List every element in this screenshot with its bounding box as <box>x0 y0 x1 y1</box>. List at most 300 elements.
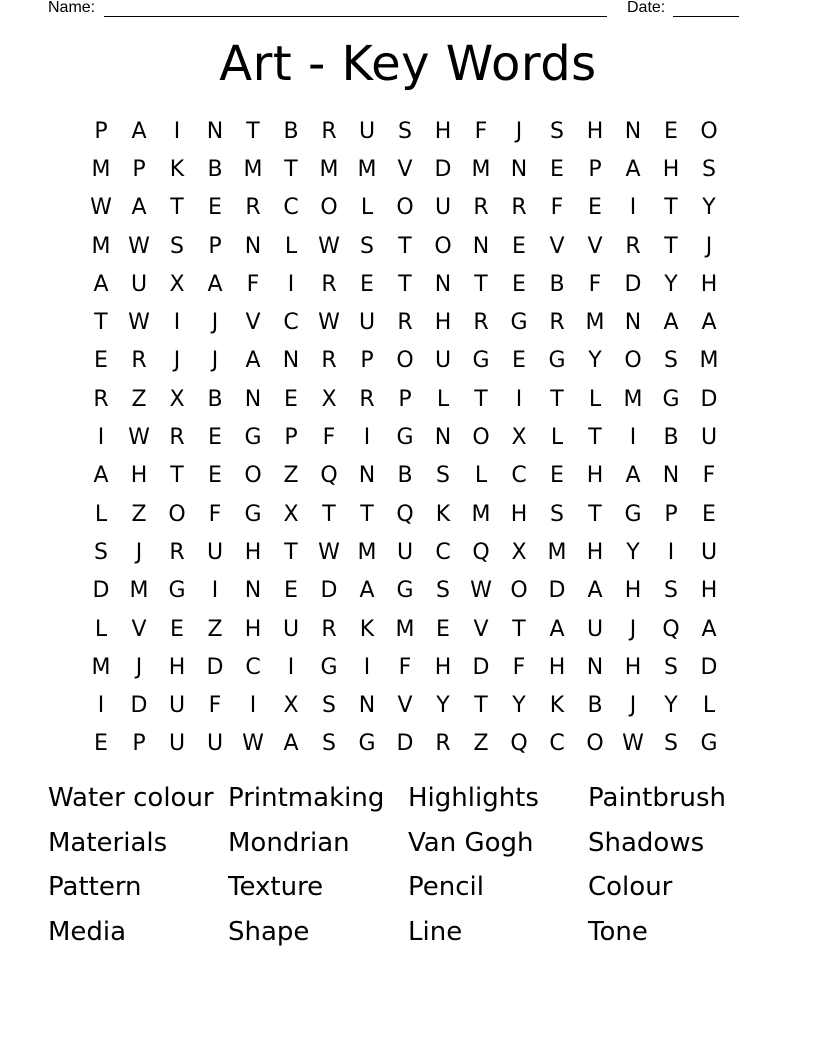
grid-letter[interactable]: I <box>629 195 637 221</box>
grid-letter[interactable]: O <box>700 118 718 144</box>
grid-letter[interactable]: M <box>395 616 415 642</box>
grid-letter[interactable]: S <box>360 233 374 259</box>
grid-letter[interactable]: T <box>512 616 526 642</box>
grid-letter[interactable]: E <box>702 501 716 527</box>
grid-letter[interactable]: M <box>319 156 339 182</box>
grid-letter[interactable]: C <box>549 731 565 757</box>
grid-letter[interactable]: B <box>207 386 223 412</box>
grid-letter[interactable]: U <box>586 616 604 642</box>
grid-letter[interactable]: P <box>208 233 222 259</box>
grid-letter[interactable]: E <box>512 233 526 259</box>
grid-letter[interactable]: B <box>587 693 603 719</box>
grid-letter[interactable]: S <box>550 501 564 527</box>
grid-letter[interactable]: M <box>471 156 491 182</box>
grid-letter[interactable]: G <box>244 425 262 451</box>
grid-letter[interactable]: Q <box>510 731 528 757</box>
grid-letter[interactable]: S <box>322 693 336 719</box>
grid-letter[interactable]: U <box>282 616 300 642</box>
grid-letter[interactable]: S <box>550 118 564 144</box>
grid-letter[interactable]: T <box>474 271 488 297</box>
grid-letter[interactable]: U <box>358 310 376 336</box>
grid-letter[interactable]: D <box>320 578 338 604</box>
grid-letter[interactable]: R <box>169 539 185 565</box>
grid-letter[interactable]: L <box>436 386 450 412</box>
grid-letter[interactable]: E <box>550 156 564 182</box>
grid-letter[interactable]: S <box>664 348 678 374</box>
grid-letter[interactable]: I <box>173 118 181 144</box>
grid-letter[interactable]: P <box>94 118 108 144</box>
grid-letter[interactable]: V <box>587 233 603 259</box>
grid-letter[interactable]: E <box>94 731 108 757</box>
grid-letter[interactable]: L <box>360 195 374 221</box>
grid-letter[interactable]: I <box>97 693 105 719</box>
grid-letter[interactable]: Y <box>588 348 602 374</box>
grid-letter[interactable]: I <box>173 310 181 336</box>
grid-letter[interactable]: N <box>586 654 604 680</box>
grid-letter[interactable]: X <box>321 386 337 412</box>
grid-letter[interactable]: E <box>664 118 678 144</box>
grid-letter[interactable]: W <box>318 310 340 336</box>
grid-letter[interactable]: M <box>623 386 643 412</box>
grid-letter[interactable]: U <box>700 539 718 565</box>
grid-letter[interactable]: F <box>246 271 260 297</box>
grid-letter[interactable]: M <box>91 233 111 259</box>
grid-letter[interactable]: S <box>398 118 412 144</box>
word-list-item: Texture <box>228 872 324 903</box>
grid-letter[interactable]: A <box>93 463 109 489</box>
grid-letter[interactable]: S <box>664 654 678 680</box>
grid-letter[interactable]: R <box>625 233 641 259</box>
grid-letter[interactable]: D <box>700 386 718 412</box>
grid-letter[interactable]: Q <box>396 501 414 527</box>
grid-letter[interactable]: H <box>244 616 262 642</box>
date-blank-line[interactable] <box>673 16 739 17</box>
grid-letter[interactable]: M <box>91 654 111 680</box>
grid-letter[interactable]: M <box>129 578 149 604</box>
grid-letter[interactable]: T <box>474 693 488 719</box>
grid-letter[interactable]: U <box>130 271 148 297</box>
grid-letter[interactable]: J <box>705 233 713 259</box>
grid-letter[interactable]: G <box>244 501 262 527</box>
grid-letter[interactable]: P <box>132 156 146 182</box>
grid-letter[interactable]: W <box>318 539 340 565</box>
grid-letter[interactable]: P <box>284 425 298 451</box>
grid-letter[interactable]: B <box>663 425 679 451</box>
grid-letter[interactable]: Y <box>512 693 526 719</box>
grid-letter[interactable]: B <box>549 271 565 297</box>
grid-letter[interactable]: G <box>472 348 490 374</box>
grid-letter[interactable]: G <box>358 731 376 757</box>
grid-letter[interactable]: E <box>284 386 298 412</box>
grid-letter[interactable]: E <box>550 463 564 489</box>
grid-letter[interactable]: O <box>320 195 338 221</box>
grid-letter[interactable]: C <box>511 463 527 489</box>
grid-letter[interactable]: D <box>130 693 148 719</box>
grid-letter[interactable]: N <box>662 463 680 489</box>
grid-letter[interactable]: C <box>245 654 261 680</box>
grid-letter[interactable]: N <box>282 348 300 374</box>
grid-letter[interactable]: X <box>283 501 299 527</box>
grid-letter[interactable]: Z <box>283 463 299 489</box>
grid-letter[interactable]: P <box>398 386 412 412</box>
grid-letter[interactable]: G <box>700 731 718 757</box>
grid-letter[interactable]: R <box>321 271 337 297</box>
grid-letter[interactable]: N <box>206 118 224 144</box>
grid-letter[interactable]: R <box>169 425 185 451</box>
grid-letter[interactable]: H <box>434 654 452 680</box>
grid-letter[interactable]: P <box>360 348 374 374</box>
grid-letter[interactable]: Y <box>664 271 678 297</box>
grid-letter[interactable]: N <box>358 463 376 489</box>
grid-letter[interactable]: T <box>398 233 412 259</box>
grid-letter[interactable]: P <box>664 501 678 527</box>
grid-letter[interactable]: V <box>397 693 413 719</box>
grid-letter[interactable]: L <box>550 425 564 451</box>
grid-letter[interactable]: J <box>515 118 523 144</box>
grid-letter[interactable]: N <box>358 693 376 719</box>
grid-letter[interactable]: M <box>91 156 111 182</box>
grid-letter[interactable]: G <box>396 425 414 451</box>
grid-letter[interactable]: L <box>588 386 602 412</box>
grid-letter[interactable]: H <box>700 271 718 297</box>
grid-letter[interactable]: J <box>629 693 637 719</box>
word-list-item: Pencil <box>408 872 484 903</box>
grid-letter[interactable]: O <box>510 578 528 604</box>
grid-letter[interactable]: Z <box>207 616 223 642</box>
grid-letter[interactable]: K <box>359 616 375 642</box>
grid-letter[interactable]: E <box>588 195 602 221</box>
grid-letter[interactable]: O <box>396 348 414 374</box>
grid-letter[interactable]: M <box>471 501 491 527</box>
grid-letter[interactable]: U <box>434 195 452 221</box>
grid-letter[interactable]: W <box>128 425 150 451</box>
grid-letter[interactable]: R <box>245 195 261 221</box>
grid-letter[interactable]: O <box>168 501 186 527</box>
grid-letter[interactable]: S <box>664 578 678 604</box>
grid-letter[interactable]: H <box>586 463 604 489</box>
grid-letter[interactable]: E <box>512 271 526 297</box>
grid-letter[interactable]: W <box>318 233 340 259</box>
grid-letter[interactable]: R <box>549 310 565 336</box>
grid-letter[interactable]: D <box>434 156 452 182</box>
grid-letter[interactable]: F <box>398 654 412 680</box>
grid-letter[interactable]: K <box>549 693 565 719</box>
grid-letter[interactable]: H <box>434 310 452 336</box>
grid-letter[interactable]: T <box>170 463 184 489</box>
grid-letter[interactable]: R <box>359 386 375 412</box>
grid-letter[interactable]: T <box>664 195 678 221</box>
grid-letter[interactable]: M <box>585 310 605 336</box>
grid-letter[interactable]: I <box>249 693 257 719</box>
grid-letter[interactable]: L <box>94 616 108 642</box>
grid-letter[interactable]: D <box>206 654 224 680</box>
grid-letter[interactable]: Q <box>662 616 680 642</box>
grid-letter[interactable]: N <box>624 118 642 144</box>
grid-letter[interactable]: R <box>93 386 109 412</box>
grid-letter[interactable]: V <box>549 233 565 259</box>
grid-letter[interactable]: F <box>208 501 222 527</box>
grid-letter[interactable]: L <box>284 233 298 259</box>
grid-letter[interactable]: P <box>588 156 602 182</box>
grid-letter[interactable]: M <box>699 348 719 374</box>
grid-letter[interactable]: T <box>322 501 336 527</box>
grid-letter[interactable]: X <box>511 425 527 451</box>
word-list-item: Tone <box>588 917 648 948</box>
grid-letter[interactable]: F <box>512 654 526 680</box>
grid-letter[interactable]: H <box>130 463 148 489</box>
grid-letter[interactable]: T <box>284 156 298 182</box>
grid-letter[interactable]: R <box>473 310 489 336</box>
grid-letter[interactable]: H <box>244 539 262 565</box>
grid-letter[interactable]: R <box>321 616 337 642</box>
grid-letter[interactable]: S <box>436 463 450 489</box>
grid-letter[interactable]: X <box>283 693 299 719</box>
grid-letter[interactable]: A <box>701 310 717 336</box>
grid-letter[interactable]: V <box>473 616 489 642</box>
grid-letter[interactable]: H <box>662 156 680 182</box>
grid-letter[interactable]: H <box>700 578 718 604</box>
date-label: Date: <box>627 0 666 16</box>
grid-letter[interactable]: A <box>701 616 717 642</box>
grid-letter[interactable]: W <box>242 731 264 757</box>
grid-letter[interactable]: O <box>472 425 490 451</box>
grid-letter[interactable]: T <box>398 271 412 297</box>
grid-letter[interactable]: F <box>474 118 488 144</box>
grid-letter[interactable]: A <box>207 271 223 297</box>
grid-letter[interactable]: E <box>208 463 222 489</box>
grid-letter[interactable]: B <box>397 463 413 489</box>
grid-letter[interactable]: U <box>396 539 414 565</box>
grid-letter[interactable]: T <box>588 501 602 527</box>
grid-letter[interactable]: E <box>436 616 450 642</box>
grid-letter[interactable]: H <box>548 654 566 680</box>
grid-letter[interactable]: Z <box>131 386 147 412</box>
word-list-item: Highlights <box>408 783 539 813</box>
grid-letter[interactable]: X <box>169 271 185 297</box>
grid-letter[interactable]: R <box>321 118 337 144</box>
grid-letter[interactable]: N <box>244 578 262 604</box>
grid-letter[interactable]: D <box>700 654 718 680</box>
grid-letter[interactable]: G <box>510 310 528 336</box>
name-blank-line[interactable] <box>104 16 607 17</box>
grid-letter[interactable]: U <box>358 118 376 144</box>
grid-letter[interactable]: R <box>473 195 489 221</box>
grid-letter[interactable]: T <box>664 233 678 259</box>
grid-letter[interactable]: A <box>549 616 565 642</box>
word-list-item: Printmaking <box>228 783 385 813</box>
grid-letter[interactable]: J <box>629 616 637 642</box>
grid-letter[interactable]: C <box>283 195 299 221</box>
grid-letter[interactable]: H <box>434 118 452 144</box>
grid-letter[interactable]: M <box>243 156 263 182</box>
grid-letter[interactable]: U <box>700 425 718 451</box>
grid-letter[interactable]: F <box>208 693 222 719</box>
grid-letter[interactable]: O <box>624 348 642 374</box>
grid-letter[interactable]: A <box>93 271 109 297</box>
grid-letter[interactable]: K <box>169 156 185 182</box>
grid-letter[interactable]: J <box>135 539 143 565</box>
grid-letter[interactable]: D <box>92 578 110 604</box>
grid-letter[interactable]: E <box>94 348 108 374</box>
grid-letter[interactable]: I <box>287 271 295 297</box>
grid-letter[interactable]: N <box>244 233 262 259</box>
grid-letter[interactable]: E <box>284 578 298 604</box>
grid-letter[interactable]: I <box>97 425 105 451</box>
grid-letter[interactable]: R <box>435 731 451 757</box>
grid-letter[interactable]: A <box>625 156 641 182</box>
grid-letter[interactable]: A <box>359 578 375 604</box>
grid-letter[interactable]: Y <box>436 693 450 719</box>
grid-letter[interactable]: A <box>587 578 603 604</box>
grid-letter[interactable]: J <box>135 654 143 680</box>
grid-letter[interactable]: P <box>132 731 146 757</box>
grid-letter[interactable]: R <box>397 310 413 336</box>
grid-letter[interactable]: H <box>586 539 604 565</box>
grid-letter[interactable]: H <box>624 578 642 604</box>
grid-letter[interactable]: C <box>283 310 299 336</box>
grid-letter[interactable]: R <box>511 195 527 221</box>
grid-letter[interactable]: U <box>168 693 186 719</box>
grid-letter[interactable]: D <box>624 271 642 297</box>
grid-letter[interactable]: D <box>472 654 490 680</box>
grid-letter[interactable]: G <box>168 578 186 604</box>
grid-letter[interactable]: F <box>702 463 716 489</box>
grid-letter[interactable]: I <box>211 578 219 604</box>
grid-letter[interactable]: Z <box>473 731 489 757</box>
grid-letter[interactable]: E <box>512 348 526 374</box>
grid-letter[interactable]: C <box>435 539 451 565</box>
worksheet-header <box>0 0 816 20</box>
grid-letter[interactable]: T <box>284 539 298 565</box>
grid-letter[interactable]: E <box>170 616 184 642</box>
grid-letter[interactable]: Y <box>664 693 678 719</box>
grid-letter[interactable]: A <box>131 118 147 144</box>
grid-letter[interactable]: I <box>287 654 295 680</box>
grid-letter[interactable]: H <box>168 654 186 680</box>
grid-letter[interactable]: L <box>94 501 108 527</box>
grid-letter[interactable]: U <box>206 731 224 757</box>
grid-letter[interactable]: I <box>667 539 675 565</box>
grid-letter[interactable]: G <box>320 654 338 680</box>
grid-letter[interactable]: T <box>246 118 260 144</box>
grid-letter[interactable]: B <box>283 118 299 144</box>
grid-letter[interactable]: I <box>363 654 371 680</box>
grid-letter[interactable]: N <box>624 310 642 336</box>
grid-letter[interactable]: W <box>90 195 112 221</box>
grid-letter[interactable]: T <box>474 386 488 412</box>
grid-letter[interactable]: N <box>434 425 452 451</box>
grid-letter[interactable]: K <box>435 501 451 527</box>
grid-letter[interactable]: S <box>702 156 716 182</box>
grid-letter[interactable]: V <box>131 616 147 642</box>
grid-letter[interactable]: F <box>550 195 564 221</box>
grid-letter[interactable]: B <box>207 156 223 182</box>
grid-letter[interactable]: G <box>396 578 414 604</box>
grid-letter[interactable]: U <box>206 539 224 565</box>
grid-letter[interactable]: L <box>702 693 716 719</box>
grid-letter[interactable]: T <box>94 310 108 336</box>
grid-letter[interactable]: S <box>94 539 108 565</box>
grid-letter[interactable]: H <box>586 118 604 144</box>
grid-letter[interactable]: R <box>131 348 147 374</box>
grid-letter[interactable]: N <box>472 233 490 259</box>
grid-letter[interactable]: F <box>588 271 602 297</box>
grid-letter[interactable]: J <box>211 348 219 374</box>
grid-letter[interactable]: M <box>357 156 377 182</box>
grid-letter[interactable]: E <box>360 271 374 297</box>
grid-letter[interactable]: A <box>625 463 641 489</box>
grid-letter[interactable]: O <box>244 463 262 489</box>
grid-letter[interactable]: H <box>510 501 528 527</box>
grid-letter[interactable]: F <box>322 425 336 451</box>
grid-letter[interactable]: H <box>624 654 642 680</box>
grid-letter[interactable]: O <box>434 233 452 259</box>
grid-letter[interactable]: E <box>208 425 222 451</box>
grid-letter[interactable]: A <box>663 310 679 336</box>
grid-letter[interactable]: N <box>510 156 528 182</box>
page-title: Art - Key Words <box>219 36 597 92</box>
grid-letter[interactable]: W <box>128 233 150 259</box>
grid-letter[interactable]: J <box>211 310 219 336</box>
grid-letter[interactable]: O <box>586 731 604 757</box>
grid-letter[interactable]: I <box>629 425 637 451</box>
grid-letter[interactable]: S <box>170 233 184 259</box>
word-list-item: Media <box>48 917 127 948</box>
grid-letter[interactable]: X <box>169 386 185 412</box>
grid-letter[interactable]: D <box>548 578 566 604</box>
grid-letter[interactable]: T <box>170 195 184 221</box>
grid-letter[interactable]: J <box>173 348 181 374</box>
grid-letter[interactable]: Y <box>702 195 716 221</box>
grid-letter[interactable]: T <box>588 425 602 451</box>
grid-letter[interactable]: A <box>283 731 299 757</box>
grid-letter[interactable]: M <box>357 539 377 565</box>
grid-letter[interactable]: T <box>360 501 374 527</box>
grid-letter[interactable]: X <box>511 539 527 565</box>
grid-letter[interactable]: G <box>548 348 566 374</box>
grid-letter[interactable]: A <box>131 195 147 221</box>
grid-letter[interactable]: M <box>547 539 567 565</box>
grid-letter[interactable]: A <box>245 348 261 374</box>
grid-letter[interactable]: Q <box>320 463 338 489</box>
grid-letter[interactable]: N <box>244 386 262 412</box>
grid-letter[interactable]: T <box>550 386 564 412</box>
grid-letter[interactable]: W <box>128 310 150 336</box>
grid-letter[interactable]: V <box>245 310 261 336</box>
grid-letter[interactable]: V <box>397 156 413 182</box>
grid-letter[interactable]: Y <box>626 539 640 565</box>
grid-letter[interactable]: E <box>208 195 222 221</box>
grid-letter[interactable]: O <box>396 195 414 221</box>
grid-letter[interactable]: G <box>662 386 680 412</box>
grid-letter[interactable]: I <box>363 425 371 451</box>
grid-letter[interactable]: I <box>515 386 523 412</box>
grid-letter[interactable]: U <box>168 731 186 757</box>
grid-letter[interactable]: D <box>396 731 414 757</box>
grid-letter[interactable]: S <box>436 578 450 604</box>
grid-letter[interactable]: R <box>321 348 337 374</box>
grid-letter[interactable]: G <box>624 501 642 527</box>
grid-letter[interactable]: S <box>664 731 678 757</box>
grid-letter[interactable]: Q <box>472 539 490 565</box>
grid-letter[interactable]: U <box>434 348 452 374</box>
grid-letter[interactable]: Z <box>131 501 147 527</box>
grid-letter[interactable]: W <box>622 731 644 757</box>
grid-letter[interactable]: S <box>322 731 336 757</box>
grid-letter[interactable]: N <box>434 271 452 297</box>
grid-letter[interactable]: W <box>470 578 492 604</box>
grid-letter[interactable]: L <box>474 463 488 489</box>
